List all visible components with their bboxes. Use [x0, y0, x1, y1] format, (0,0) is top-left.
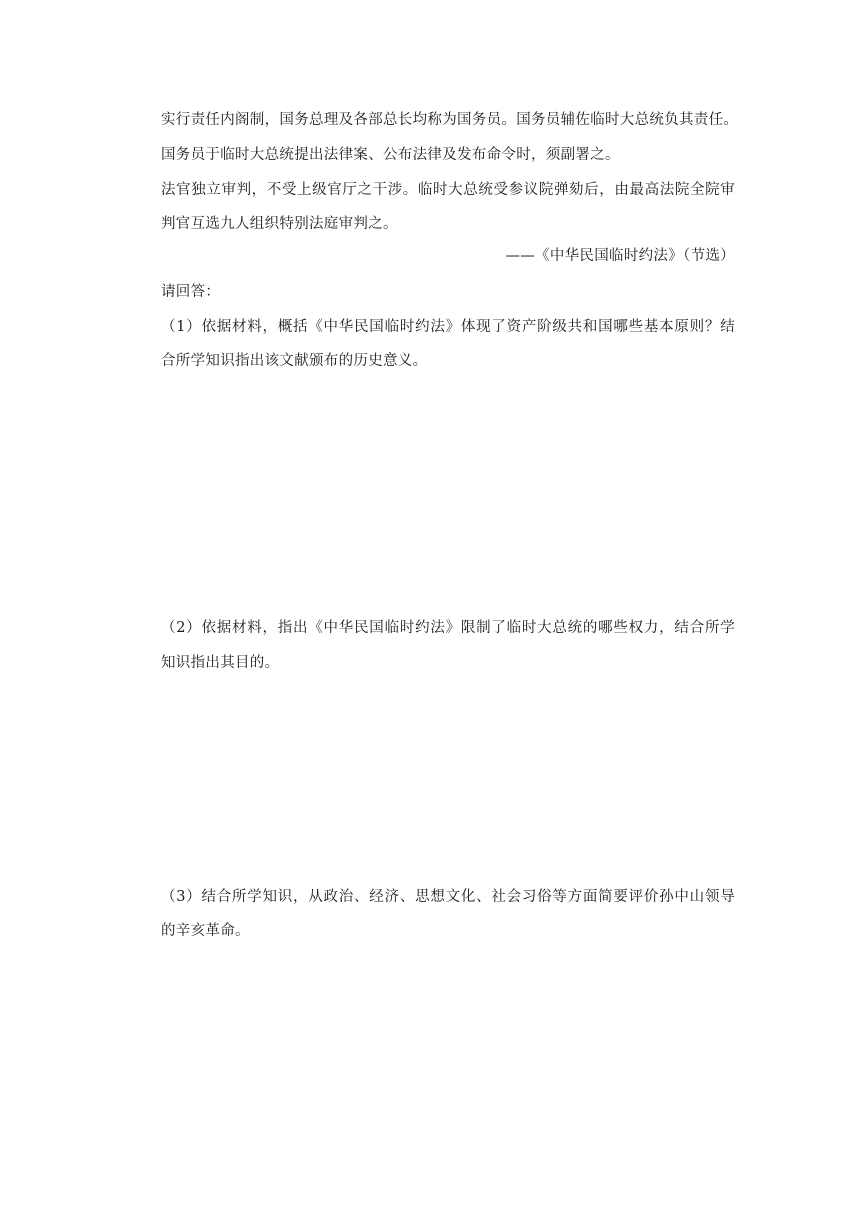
material-source: ——《中华民国临时约法》（节选）: [505, 248, 735, 264]
question-3-line-1: （3）结合所学知识，从政治、经济、思想文化、社会习俗等方面简要评价孙中山领导: [161, 889, 735, 905]
material-line-3: 法官独立审判，不受上级官厅之干涉。临时大总统受参议院弹劾后，由最高法院全院审: [161, 182, 735, 198]
answer-prompt: 请回答：: [161, 284, 221, 300]
question-2-line-1: （2）依据材料，指出《中华民国临时约法》限制了临时大总统的哪些权力，结合所学: [161, 620, 735, 636]
question-1-line-2: 合所学知识指出该文献颁布的历史意义。: [161, 353, 428, 369]
material-line-2: 国务员于临时大总统提出法律案、公布法律及发布命令时，须副署之。: [161, 147, 620, 163]
question-1-line-1: （1）依据材料，概括《中华民国临时约法》体现了资产阶级共和国哪些基本原则？结: [161, 319, 735, 335]
question-3-line-2: 的辛亥革命。: [161, 923, 250, 939]
material-line-1: 实行责任内阁制，国务总理及各部总长均称为国务员。国务员辅佐临时大总统负其责任。: [161, 112, 739, 128]
material-line-4: 判官互选九人组织特别法庭审判之。: [161, 216, 398, 232]
question-2-line-2: 知识指出其目的。: [161, 655, 280, 671]
